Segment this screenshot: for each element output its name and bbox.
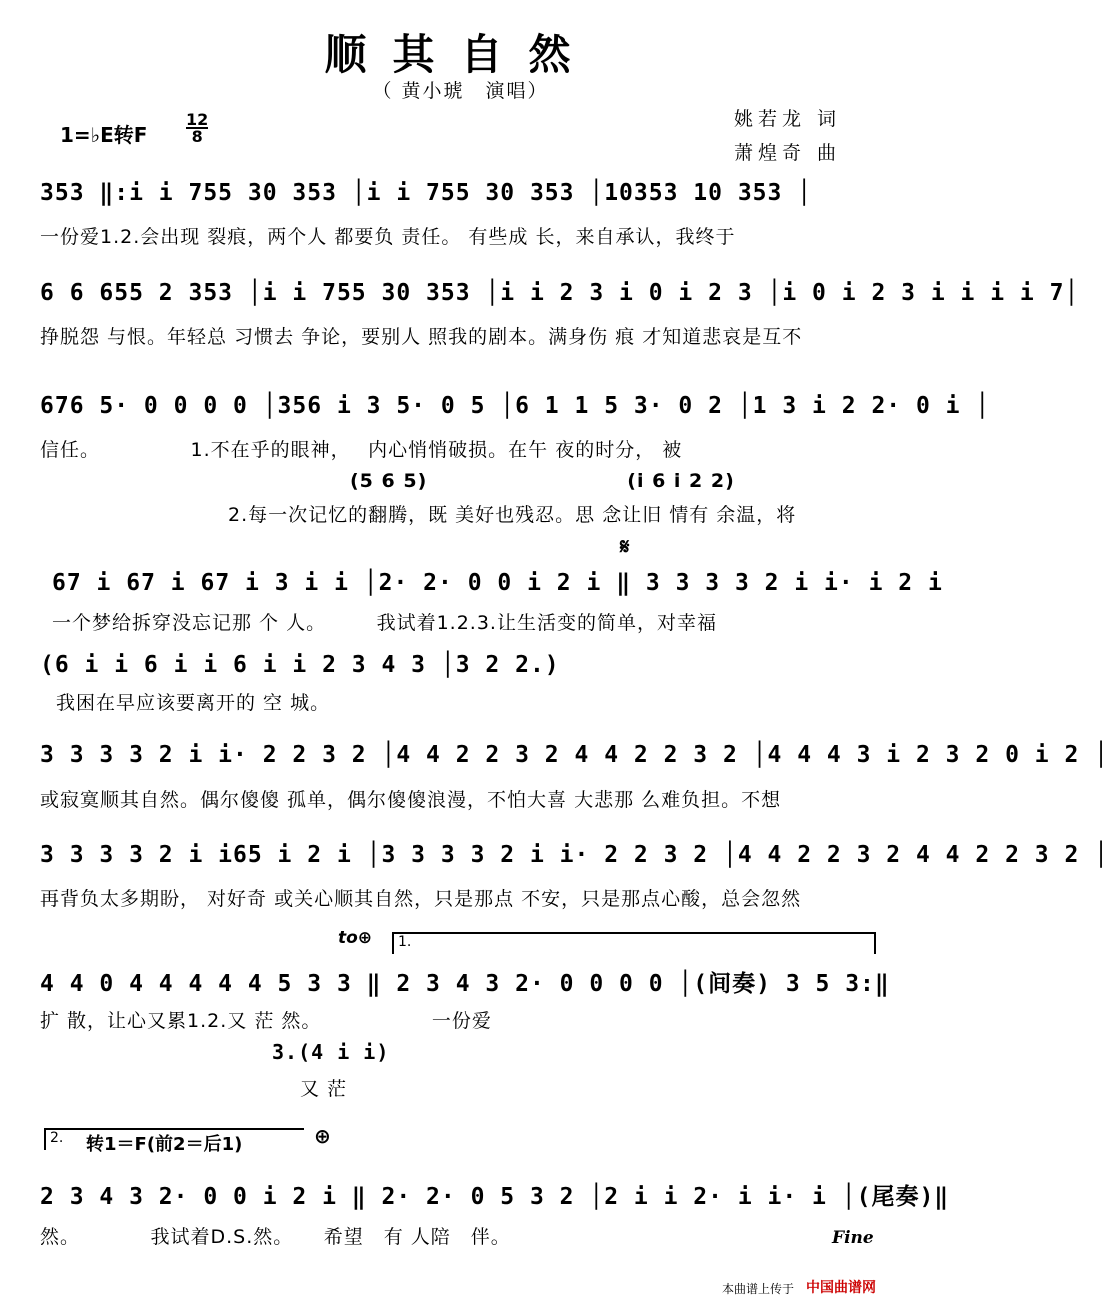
fine-marker: Fine: [832, 1228, 874, 1248]
lyric-row-8: 扩 散，让心又累1.2.又 茫 然。 一份爱: [40, 1010, 492, 1032]
time-numerator: 12: [186, 110, 209, 129]
ending-1-bracket-right: [874, 932, 876, 954]
lyric-row-10: 然。 我试着D.S.然。 希望 有 人陪 伴。: [40, 1226, 511, 1248]
lyric-row-6: 或寂寞顺其自然。偶尔傻傻 孤单，偶尔傻傻浪漫，不怕大喜 大悲那 么难负担。不想: [40, 789, 782, 811]
lyric-row-9: 又 茫: [300, 1078, 348, 1100]
notation-row-8: 4 4 0 4 4 4 4 4 5 3 3 ‖ 2 3 4 3 2· 0 0 0 0 │(间奏) 3 5 3:‖: [40, 971, 890, 997]
notation-row-5: (6 i i 6 i i 6 i i 2 3 4 3 │3 2 2.): [40, 652, 560, 678]
ending-2-key-change: 转1＝F(前2＝后1): [86, 1134, 243, 1155]
notation-row-6: 3 3 3 3 2 i i· 2 2 3 2 │4 4 2 2 3 2 4 4 2 2 3 2 │4 4 4 3 i 2 3 2 0 i 2 │: [40, 742, 1109, 768]
page-subtitle: （ 黄小琥 演唱）: [372, 80, 549, 102]
ending-1-bracket: [392, 932, 876, 934]
key-signature: 1=♭E转F: [60, 123, 148, 147]
to-coda-marker: to⊕: [338, 928, 373, 948]
time-denominator: 8: [186, 127, 208, 144]
lyric-row-2: 挣脱怨 与恨。年轻总 习惯去 争论，要别人 照我的剧本。满身伤 痕 才知道悲哀是互不: [40, 326, 803, 348]
coda-sign: ⊕: [314, 1124, 331, 1148]
lyric-row-7: 再背负太多期盼， 对好奇 或关心顺其自然，只是那点 不安，只是那点心酸，总会忽然: [40, 888, 802, 910]
page-title: 顺其自然: [324, 30, 597, 79]
notation-row-1: 353 ‖:i i 755 30 353 │i i 755 30 353 │10353 10 353 │: [40, 180, 813, 206]
notation-row-2: 6 6 655 2 353 │i i 755 30 353 │i i 2 3 i 0 i 2 3 │i 0 i 2 3 i i i i 7│: [40, 280, 1080, 306]
notation-row-7: 3 3 3 3 2 i i65 i 2 i │3 3 3 3 2 i i· 2 2 3 2 │4 4 2 2 3 2 4 4 2 2 3 2 │: [40, 842, 1109, 868]
alternate-notes-row-3: (5 6 5) (i 6 i 2 2): [350, 470, 735, 492]
time-signature: [186, 112, 208, 144]
notation-row-4: 67 i 67 i 67 i 3 i i │2· 2· 0 0 i 2 i ‖ 3 3 3 3 2 i i· i 2 i: [52, 570, 943, 596]
lyric-row-3-verse1: 信任。 1.不在乎的眼神， 内心悄悄破损。在午 夜的时分， 被: [40, 439, 683, 461]
site-logo: 中国曲谱网: [806, 1280, 876, 1296]
lyric-row-1: 一份爱1.2.会出现 裂痕，两个人 都要负 责任。 有些成 长，来自承认，我终于: [40, 226, 736, 248]
footer-text: 本曲谱上传于: [722, 1282, 795, 1296]
notation-row-3: 676 5· 0 0 0 0 │356 i 3 5· 0 5 │6 1 1 5 3· 0 2 │1 3 i 2 2· 0 i │: [40, 393, 991, 419]
lyric-row-4: 一个梦给拆穿没忘记那 个 人。 我试着1.2.3.让生活变的简单，对幸福: [52, 612, 717, 634]
ending-1-label: 1.: [398, 934, 412, 950]
notation-row-9: 3.(4 i i): [272, 1040, 390, 1064]
ending-1-bracket-left: [392, 932, 394, 954]
notation-row-10: 2 3 4 3 2· 0 0 i 2 i ‖ 2· 2· 0 5 3 2 │2 i i 2· i i· i │(尾奏)‖: [40, 1184, 950, 1210]
segno-sign: 𝄋: [620, 535, 630, 560]
composer-credit: 萧煌奇 曲: [734, 142, 842, 164]
lyric-row-5: 我困在早应该要离开的 空 城。: [56, 692, 331, 714]
lyricist-credit: 姚若龙 词: [734, 108, 842, 130]
ending-2-bracket-left: [44, 1128, 46, 1150]
ending-2-label: 2.: [50, 1130, 64, 1146]
lyric-row-3-verse2: 2.每一次记忆的翻腾，既 美好也残忍。思 念让旧 情有 余温，将: [228, 504, 797, 526]
